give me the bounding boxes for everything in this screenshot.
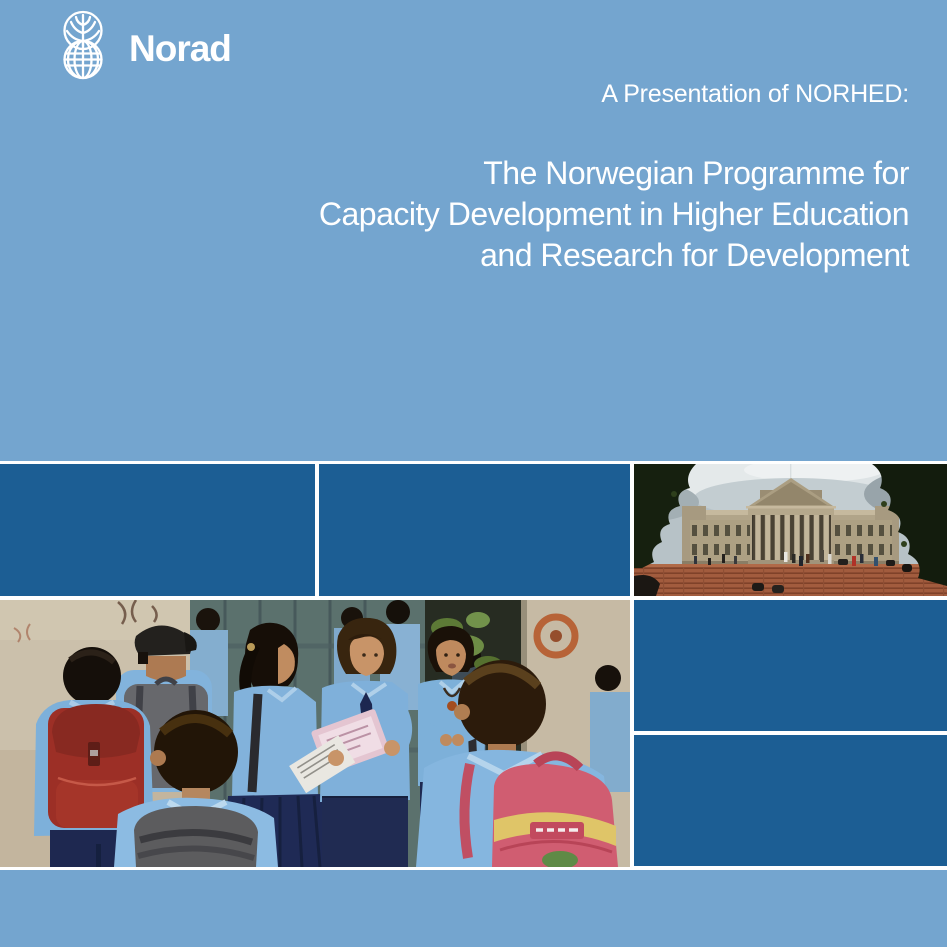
norad-globe-leaf-icon (54, 10, 112, 80)
norad-logo (54, 10, 231, 80)
university-building-photo (634, 464, 947, 596)
mosaic-tile-right-lower (634, 735, 947, 866)
mosaic-tile-top-middle (319, 464, 630, 596)
school-children-photo (0, 600, 630, 867)
title-line-3: and Research for Development (480, 237, 909, 273)
norad-logo-text: Norad (129, 27, 231, 69)
presentation-kicker: A Presentation of NORHED: (601, 80, 909, 108)
title-line-1: The Norwegian Programme for (483, 155, 909, 191)
presentation-title (319, 153, 909, 276)
title-line-2: Capacity Development in Higher Education (318, 196, 909, 232)
mosaic-tile-right-upper (634, 600, 947, 731)
mosaic-tile-top-left (0, 464, 315, 596)
